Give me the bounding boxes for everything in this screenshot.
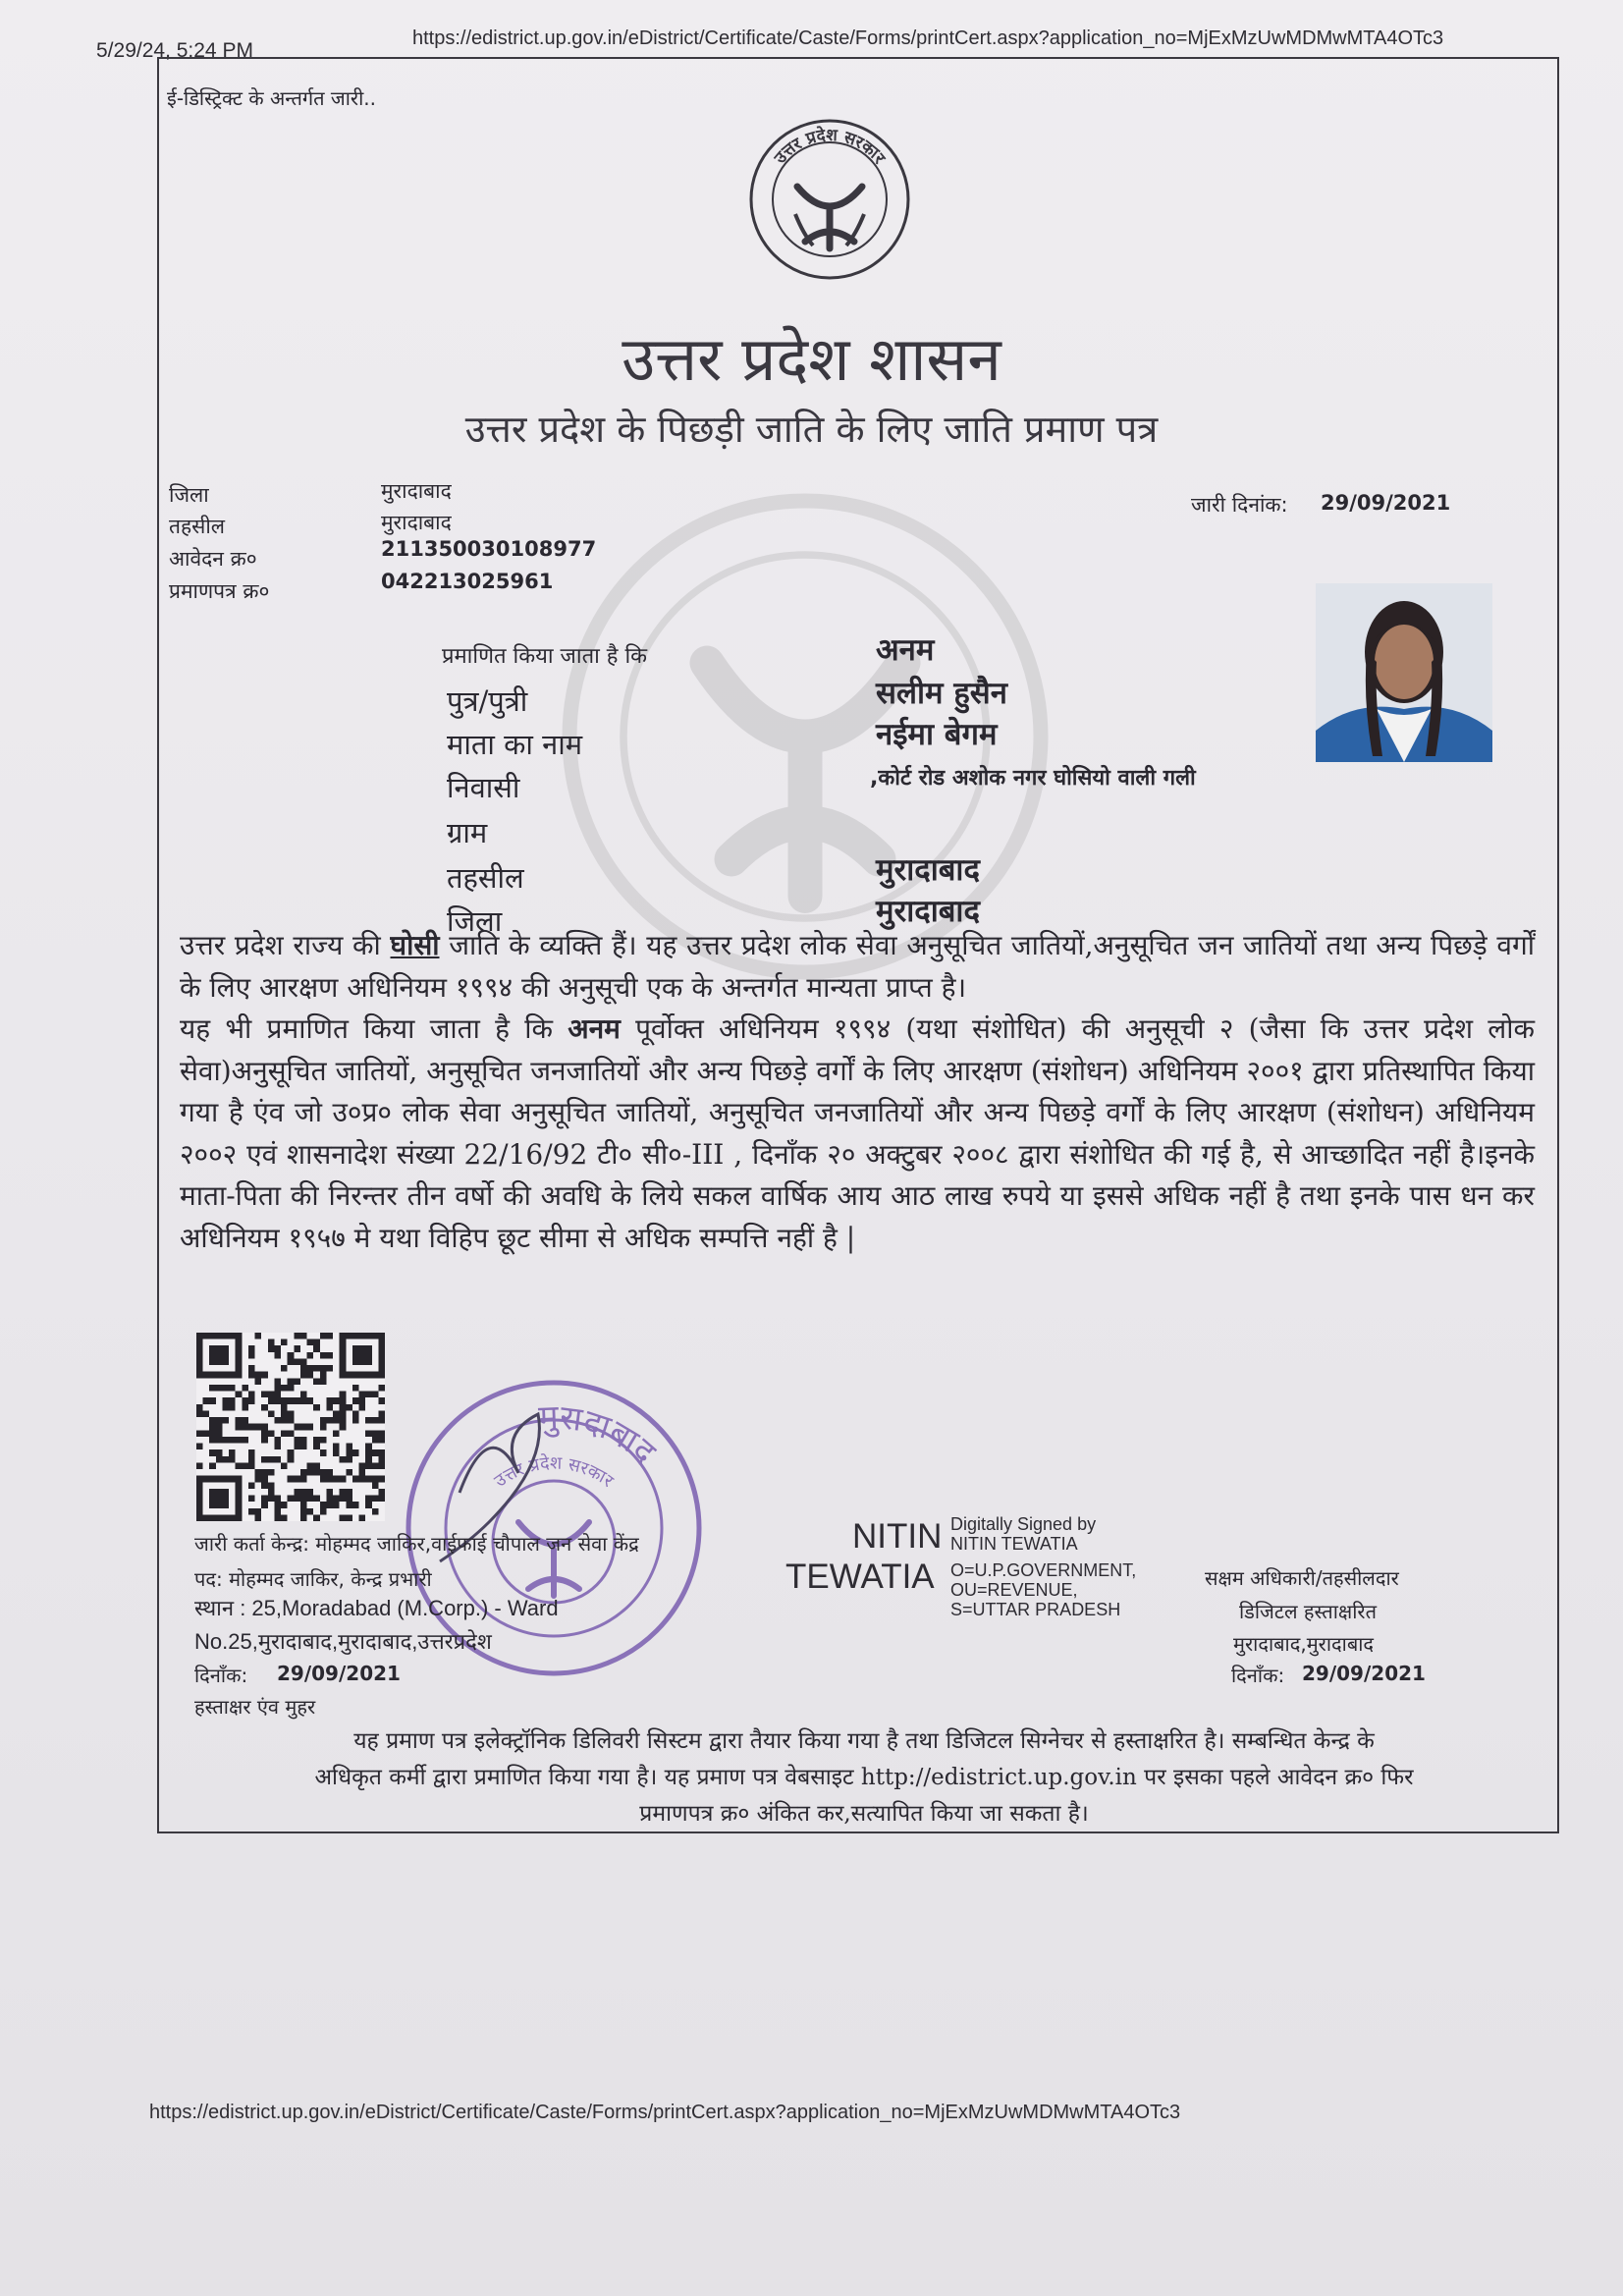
verification-line-2: अधिकृत कर्मी द्वारा प्रमाणित किया गया है। यह प्रमाण पत्र वेबसाइट http://edistrict.up.gov.in पर इसका पहले आवेदन क्र० फिर [314,1765,1414,1790]
tehsil-label: तहसील [169,515,225,538]
resident-label: निवासी [447,771,520,804]
digital-sign-line-3: O=U.P.GOVERNMENT, [950,1560,1137,1580]
caste-paragraph [180,925,1535,1009]
issuer-place-line-1: स्थान : 25,Moradabad (M.Corp.) - Ward [194,1596,559,1620]
certificate-number-label: प्रमाणपत्र क्र० [169,579,270,603]
authority-location: मुरादाबाद,मुरादाबाद [1233,1632,1375,1656]
print-datetime: 5/29/24, 5:24 PM [96,39,253,62]
certificate-number: 042213025961 [381,570,554,593]
certificate-title: उत्तर प्रदेश शासन [622,323,1001,395]
district-value: मुरादाबाद [381,479,452,503]
svg-text:मुरादाबाद: मुरादाबाद [537,1397,664,1472]
verification-line-3: प्रमाणपत्र क्र० अंकित कर,सत्यापित किया जा सकता है। [639,1801,1089,1827]
applicant-name: अनम [876,632,935,668]
svg-text:उत्तर प्रदेश सरकार: उत्तर प्रदेश सरकार [490,1452,618,1492]
issuer-date: 29/09/2021 [277,1662,401,1685]
exclusion-text-b: पूर्वोक्त अधिनियम १९९४ (यथा संशोधित) की अनुसूची २ (जैसा कि उत्तर प्रदेश लोक सेवा)अनुसूचित जातियों, अनुसूचित जनजातियों और अन्य पिछड़े वर्गों के लिए आरक्षण (संशोधन) अधिनियम २००१ द्वारा प्रतिस्थापित किया गया है एंव जो उ०प्र० लोक सेवा अनुसूचित जातियों, अनुसूचित जनजातियों और अन्य पिछड़े वर्गों के लिए आरक्षण (संशोधन) अधिनियम २००२ एवं शासनादेश संख्या 22/16/92 टी० सी०-III , दिनाँक २० अक्टुबर २००८ द्वारा संशोधित की गई है, से आच्छादित नहीं है।इनके माता-पिता की निरन्तर तीन वर्षो की अवधि के लिये सकल वार्षिक आय आठ लाख रुपये या इससे अधिक नहीं है तथा इनके पास धन कर अधिनियम १९५७ मे यथा विहिप छूट सीमा से अधिक सम्पत्ति नहीं है | [180,1012,1535,1254]
verification-note [187,1723,1542,1832]
digital-sign-line-1: Digitally Signed by [950,1514,1097,1534]
authority-date-label: दिनाँक: [1231,1664,1285,1687]
application-number: 211350030108977 [381,537,597,561]
certify-label: प्रमाणित किया जाता है कि [442,644,648,669]
verification-line-1: यह प्रमाण पत्र इलेक्ट्रॉनिक डिलिवरी सिस्टम द्वारा तैयार किया गया है तथा डिजिटल सिग्नेचर से हस्ताक्षरित है। सम्बन्धित केन्द्र के [353,1728,1375,1754]
authority-date: 29/09/2021 [1302,1662,1426,1685]
issuer-post: पद: मोहम्मद जाकिर, केन्द्र प्रभारी [194,1567,432,1591]
exclusion-paragraph [180,1009,1535,1259]
application-label: आवेदन क्र० [169,547,257,571]
digital-sign-line-5: S=UTTAR PRADESH [950,1600,1121,1619]
issuer-place-line-2: No.25,मुरादाबाद,मुरादाबाद,उत्तरप्रदेश [194,1629,492,1654]
resident-address: ,कोर्ट रोड अशोक नगर घोसियो वाली गली [870,766,1196,791]
issue-date-value: 29/09/2021 [1321,491,1451,515]
person-tehsil-label: तहसील [447,861,524,895]
issuer-date-label: दिनाँक: [194,1664,248,1687]
digital-sign-line-2: NITIN TEWATIA [950,1534,1078,1554]
signature-seal-label: हस्ताक्षर एंव मुहर [194,1695,316,1719]
exclusion-applicant-name: अनम [568,1012,621,1045]
village-label: ग्राम [447,816,488,849]
up-government-emblem-icon [746,116,913,283]
certificate-body [180,925,1535,1259]
print-url-bottom: https://edistrict.up.gov.in/eDistrict/Certificate/Caste/Forms/printCert.aspx?application_no=MjExMzUwMDMwMTA4OTc3 [149,2102,1181,2123]
authority-digitally-signed: डिजिटल हस्ताक्षरित [1239,1600,1377,1623]
person-district-label: जिला [447,904,503,938]
father-label: पुत्र/पुत्री [447,684,528,718]
applicant-photo [1316,583,1492,762]
person-district-value: मुरादाबाद [876,894,980,929]
mother-label: माता का नाम [447,728,583,761]
mother-name: नईमा बेगम [876,717,998,752]
certificate-subtitle: उत्तर प्रदेश के पिछड़ी जाति के लिए जाति प्रमाण पत्र [464,408,1159,451]
digital-sign-line-4: OU=REVENUE, [950,1580,1078,1600]
issue-date-label: जारी दिनांक: [1191,493,1288,517]
tehsil-value: मुरादाबाद [381,511,452,534]
issuing-centre: जारी कर्ता केन्द्र: मोहम्मद जाकिर,वाईफाई चौपाल जन सेवा केंद्र [194,1532,639,1556]
signer-last-name: TEWATIA [785,1558,935,1596]
qr-code-icon [196,1333,385,1521]
svg-text:उत्तर प्रदेश सरकार: उत्तर प्रदेश सरकार [770,125,890,168]
person-tehsil-value: मुरादाबाद [876,852,980,888]
caste-text-a: उत्तर प्रदेश राज्य की [180,929,391,961]
caste-name: घोसी [390,929,440,961]
signer-first-name: NITIN [852,1517,943,1556]
district-label: जिला [169,483,209,507]
caste-text-b: जाति के व्यक्ति हैं। यह उत्तर प्रदेश लोक सेवा अनुसूचित जातियों,अनुसूचित जन जातियों तथा अन्य पिछड़े वर्गों के लिए आरक्षण अधिनियम १९९४ की अनुसूची एक के अन्तर्गत मान्यता प्राप्त है। [180,929,1535,1004]
father-name: सलीम हुसैन [876,676,1007,711]
issued-under-text: ई-डिस्ट्रिक्ट के अन्तर्गत जारी.. [167,86,376,110]
exclusion-text-a: यह भी प्रमाणित किया जाता है कि [180,1012,568,1045]
print-url-top: https://edistrict.up.gov.in/eDistrict/Certificate/Caste/Forms/printCert.aspx?application_no=MjExMzUwMDMwMTA4OTc3 [412,27,1444,49]
authority-title: सक्षम अधिकारी/तहसीलदार [1205,1566,1399,1590]
